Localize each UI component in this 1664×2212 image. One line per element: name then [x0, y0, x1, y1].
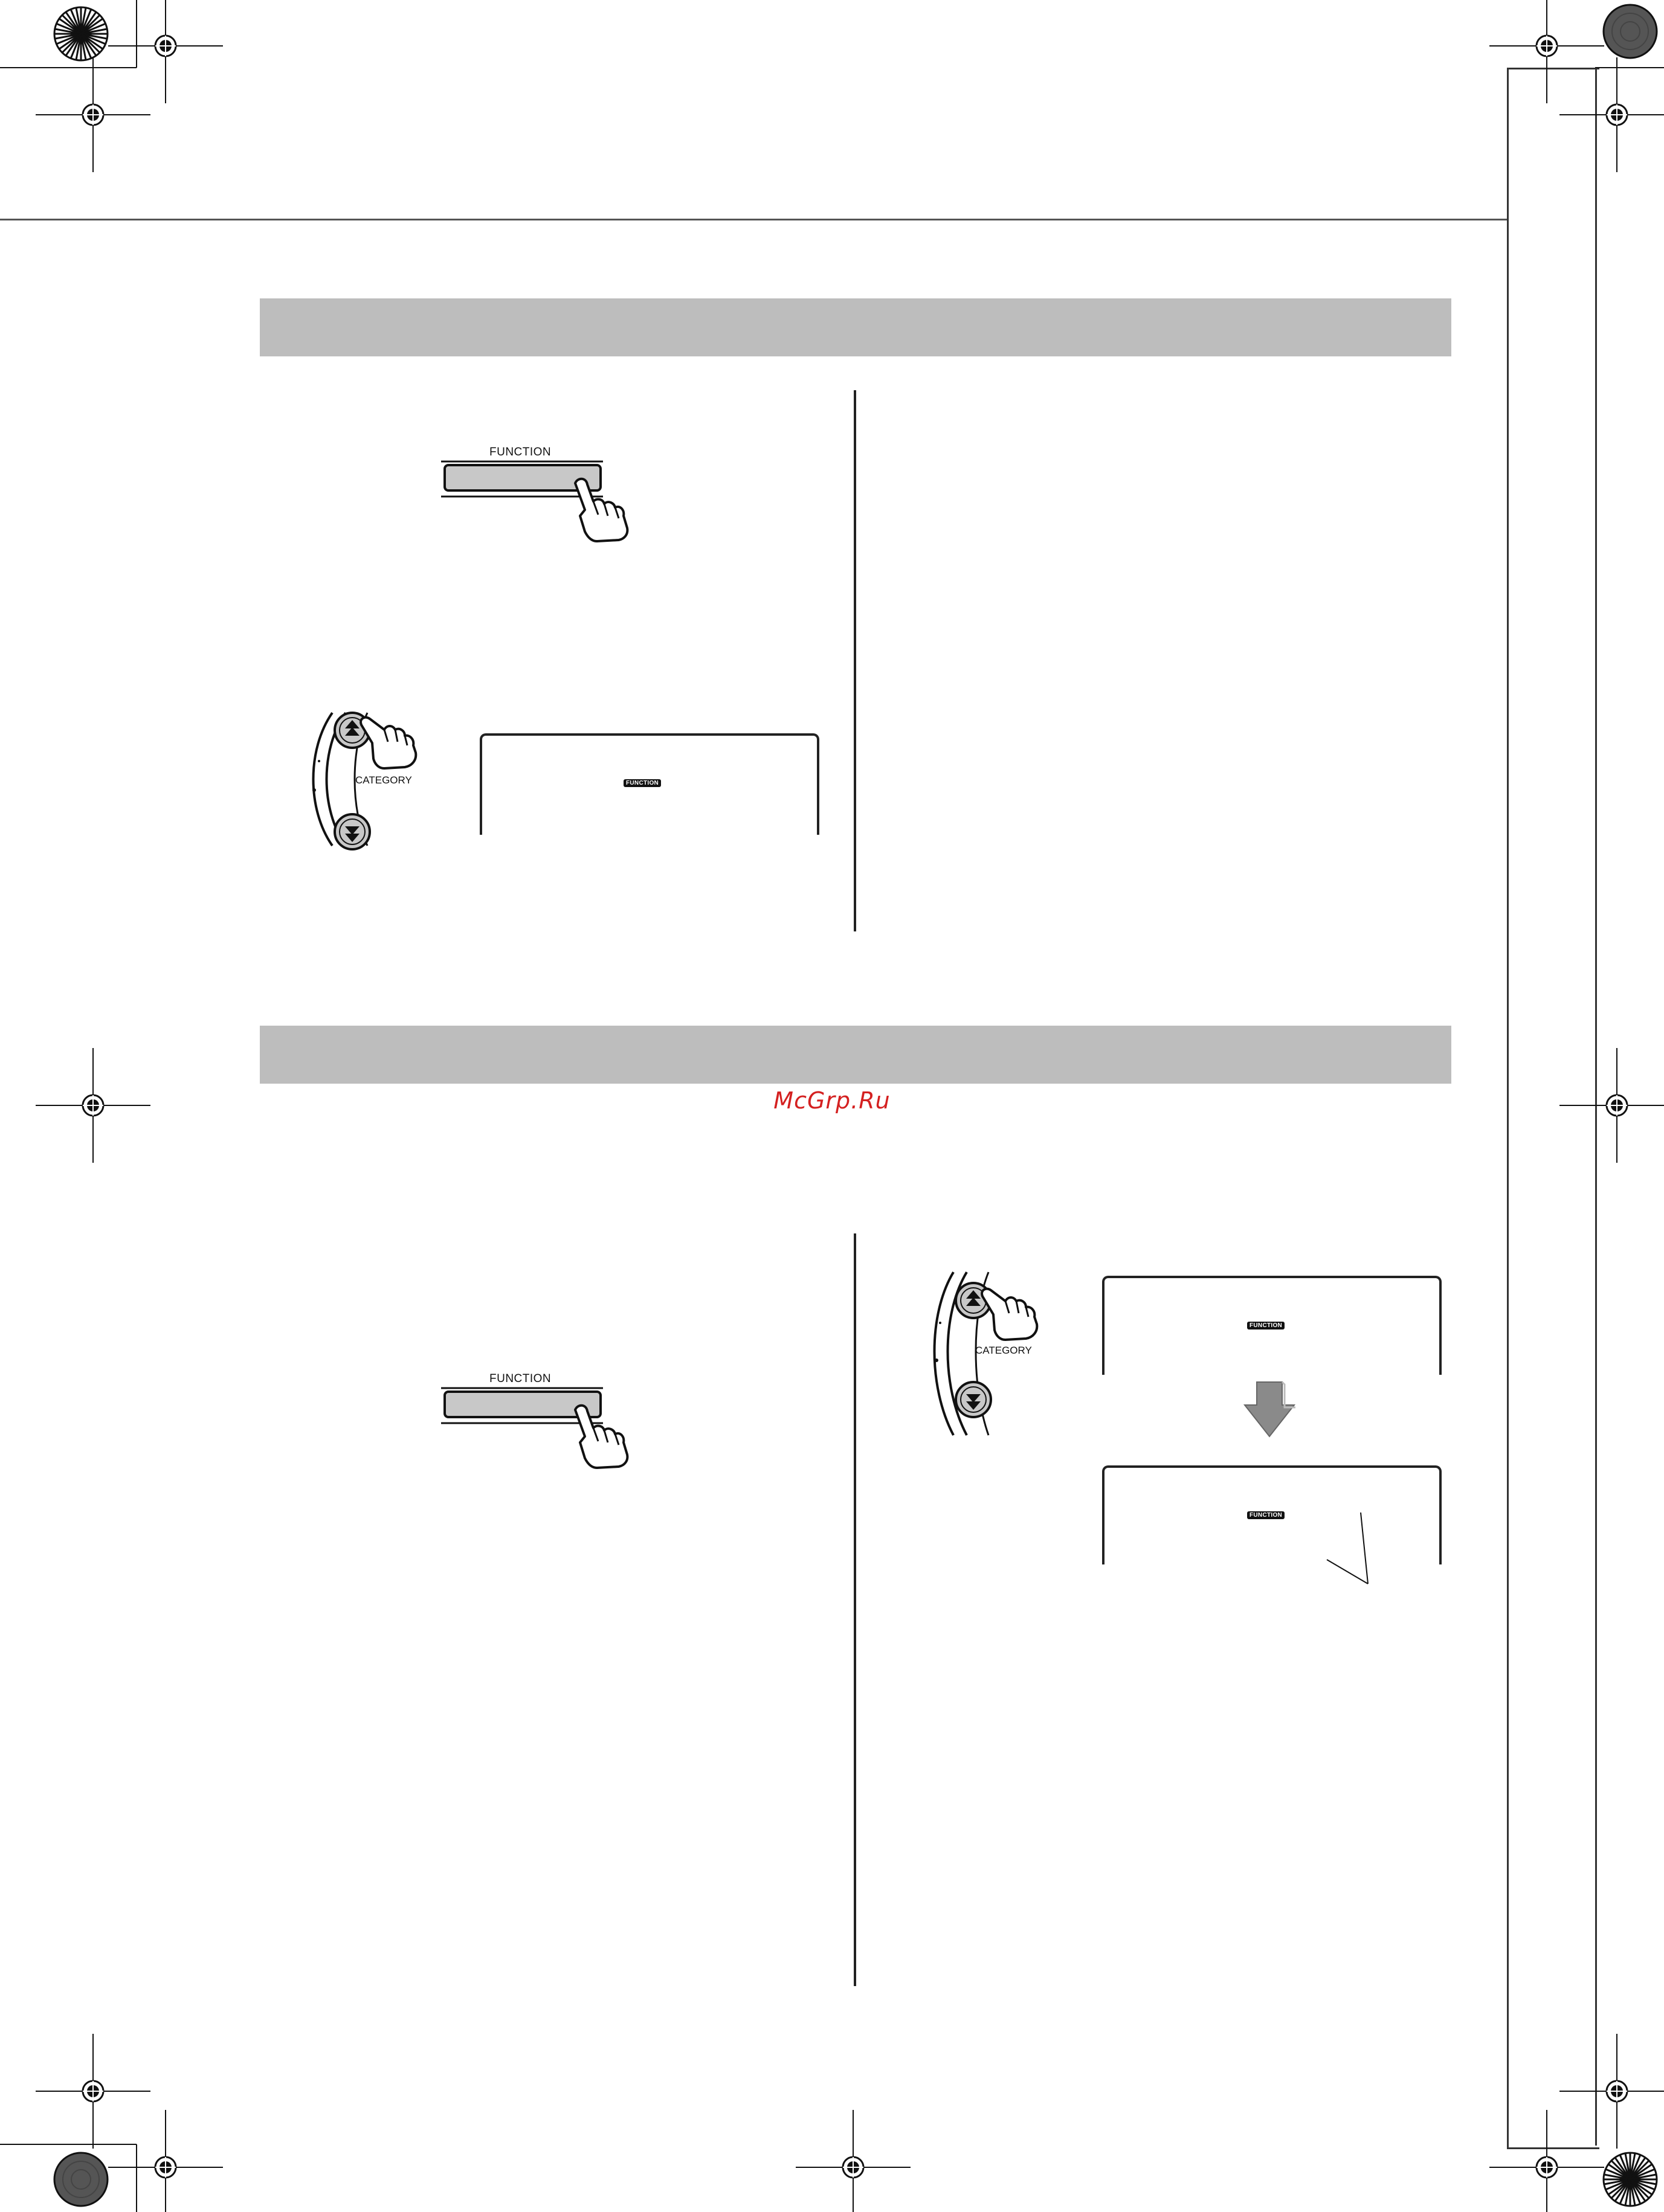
- category-label: CATEGORY: [355, 774, 412, 786]
- crosshair-icon: [36, 57, 150, 172]
- function-display-badge: FUNCTION: [1247, 1322, 1285, 1329]
- crosshair-icon: [796, 2110, 911, 2212]
- section-header-bar-1: [260, 298, 1451, 356]
- pointing-hand-icon: [358, 714, 424, 774]
- figure-category-display-2: [928, 1266, 1448, 1604]
- registration-target-icon: [1604, 2153, 1657, 2206]
- column-divider-1: [854, 390, 856, 931]
- crosshair-icon: [36, 2034, 150, 2149]
- pointing-hand-icon: [979, 1285, 1045, 1346]
- function-display-badge: FUNCTION: [624, 779, 661, 787]
- category-label: CATEGORY: [975, 1345, 1032, 1356]
- registration-target-icon: [54, 7, 108, 60]
- figure-function-button-1: [441, 445, 634, 541]
- down-arrow-button-icon[interactable]: [953, 1380, 993, 1419]
- pointing-hand-icon: [567, 1403, 633, 1469]
- crosshair-icon: [1559, 2034, 1664, 2149]
- figure-category-display-1: [307, 701, 839, 858]
- down-arrow-icon: [1242, 1381, 1297, 1439]
- crosshair-icon: [1489, 0, 1604, 103]
- crosshair-icon: [108, 0, 223, 103]
- down-arrow-button-icon[interactable]: [332, 812, 372, 852]
- section-header-bar-2: [260, 1026, 1451, 1084]
- function-button-label: FUNCTION: [489, 1372, 552, 1385]
- function-button-label: FUNCTION: [489, 446, 552, 458]
- registration-target-icon: [1604, 5, 1657, 58]
- crosshair-icon: [108, 2110, 223, 2212]
- watermark: McGrp.Ru: [773, 1087, 891, 1114]
- callout-lines: [1315, 1508, 1387, 1592]
- pointing-hand-icon: [567, 476, 633, 542]
- column-divider-2: [854, 1233, 856, 1986]
- registration-target-icon: [54, 2153, 108, 2206]
- figure-function-button-2: [441, 1371, 634, 1468]
- crosshair-icon: [1489, 2110, 1604, 2212]
- function-display-badge: FUNCTION: [1247, 1511, 1285, 1519]
- crosshair-icon: [1559, 57, 1664, 172]
